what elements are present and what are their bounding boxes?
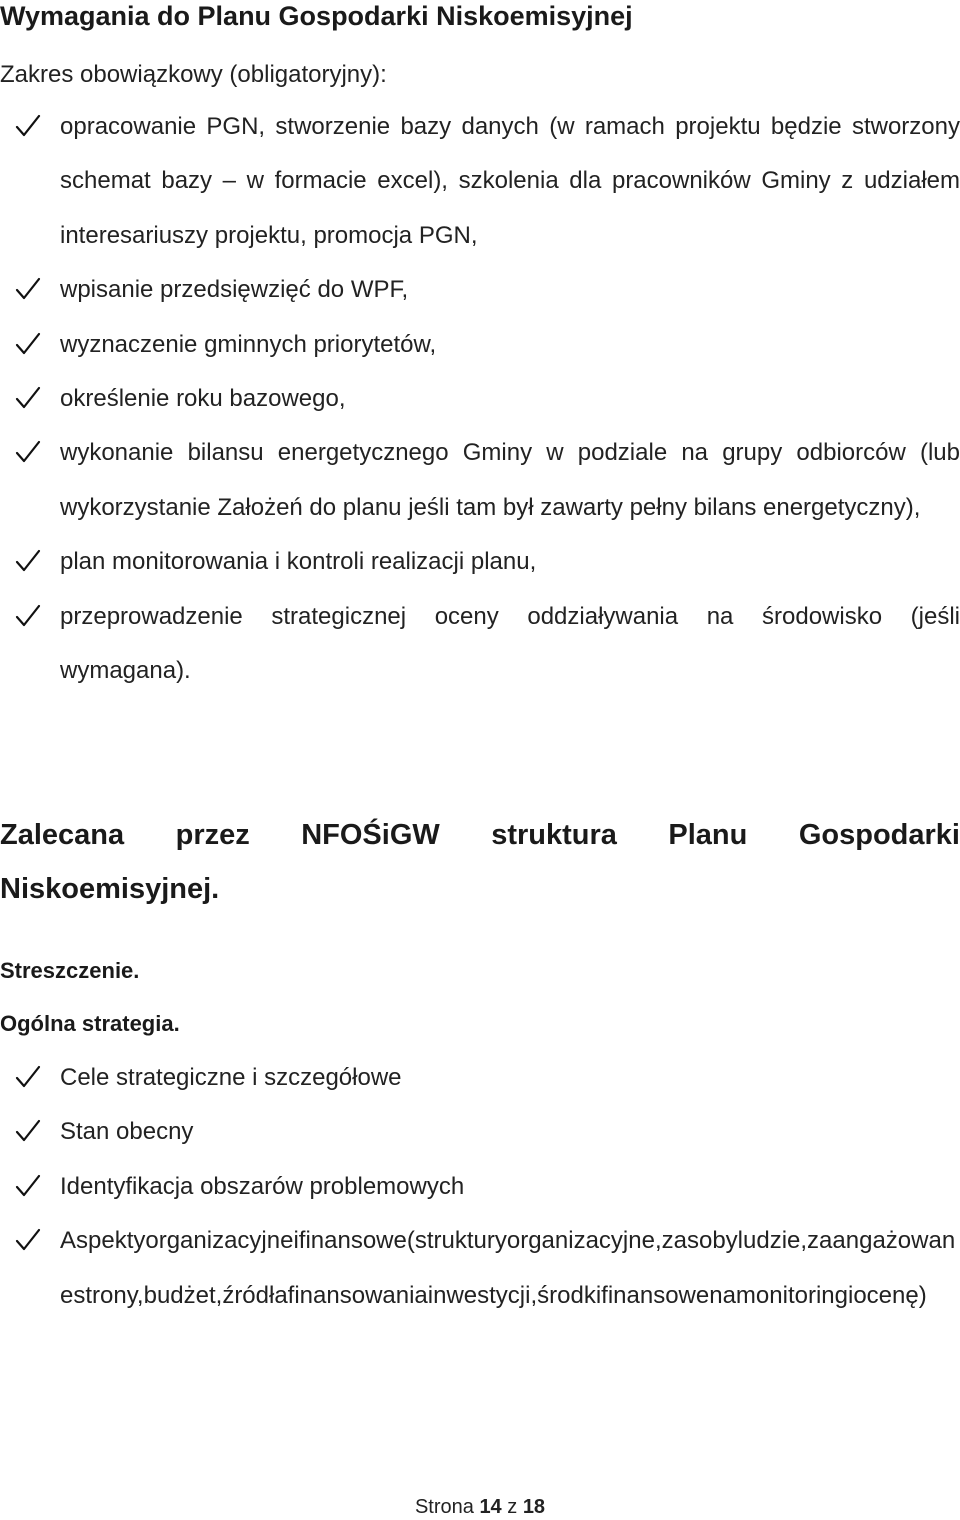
strategy-list	[0, 1051, 960, 1323]
list-item	[0, 1105, 960, 1159]
footer-current-page: 14	[479, 1496, 502, 1518]
list-item-text: opracowanie PGN, stworzenie bazy danych (w ramach projektu będzie stworzony schemat bazy – w formacie excel), szkolenia dla pracowników Gminy z udziałem interesariuszy projektu, promocja PGN,	[60, 113, 960, 249]
scope-list	[0, 100, 960, 698]
list-item	[0, 590, 960, 699]
scope-subtitle: Zakres obowiązkowy (obligatoryjny):	[0, 61, 387, 88]
check-icon	[15, 1228, 41, 1252]
list-item-text: przeprowadzenie strategicznej oceny oddziaływania na środowisko (jeśli wymagana).	[60, 602, 960, 685]
check-icon	[15, 114, 41, 138]
list-item-text: wpisanie przedsięwzięć do WPF,	[60, 276, 409, 304]
check-icon	[15, 440, 41, 464]
list-item	[0, 426, 960, 535]
list-item	[0, 535, 960, 589]
footer-prefix: Strona	[414, 1496, 474, 1518]
list-item	[0, 1051, 960, 1105]
structure-heading-word: przez	[175, 819, 250, 851]
list-item	[0, 1160, 960, 1214]
check-icon	[15, 1119, 41, 1143]
check-icon	[15, 277, 41, 301]
list-item-text: określenie roku bazowego,	[60, 385, 346, 413]
footer-separator: z	[507, 1496, 518, 1518]
footer-total-pages: 18	[522, 1496, 546, 1518]
page-title: Wymagania do Planu Gospodarki Niskoemisyjnej	[0, 1, 633, 31]
list-item-text: wyznaczenie gminnych priorytetów,	[60, 330, 437, 358]
structure-heading-word: Zalecana	[0, 819, 125, 851]
check-icon	[15, 549, 41, 573]
list-item-text: Cele strategiczne i szczegółowe	[60, 1064, 402, 1091]
structure-heading	[0, 808, 960, 916]
list-item-text: plan monitorowania i kontroli realizacji planu,	[60, 548, 537, 576]
structure-heading-line2: Niskoemisyjnej.	[0, 873, 220, 905]
section-strategy-heading: Ogólna strategia.	[0, 1011, 180, 1036]
structure-heading-word: Planu	[668, 819, 748, 851]
check-icon	[15, 332, 41, 356]
list-item	[0, 372, 960, 426]
list-item-text: Stan obecny	[60, 1118, 194, 1146]
check-icon	[15, 1174, 41, 1198]
list-item	[0, 1214, 960, 1323]
list-item-text: Identyfikacja obszarów problemowych	[60, 1172, 465, 1200]
structure-heading-word: Gospodarki	[798, 819, 960, 851]
section-summary-heading: Streszczenie.	[0, 958, 140, 983]
page-footer	[0, 1494, 960, 1520]
check-icon	[15, 386, 41, 410]
check-icon	[15, 1065, 41, 1089]
list-item-text: Aspektyorganizacyjneifinansowe(strukturyorganizacyjne,zasobyludzie,zaangażowanestrony,budżet,źródłafinansowaniainwestycji,środkifinansowenamonitoringiocenę)	[60, 1227, 956, 1309]
structure-heading-word: struktura	[491, 819, 617, 851]
list-item	[0, 263, 960, 317]
structure-heading-word: NFOŚiGW	[301, 819, 440, 851]
list-item	[0, 100, 960, 263]
check-icon	[15, 604, 41, 628]
list-item	[0, 318, 960, 372]
list-item-text: wykonanie bilansu energetycznego Gminy w podziale na grupy odbiorców (lub wykorzystanie Założeń do planu jeśli tam był zawarty pełny bilans energetyczny),	[60, 439, 960, 521]
structure-heading-line1	[0, 808, 960, 862]
